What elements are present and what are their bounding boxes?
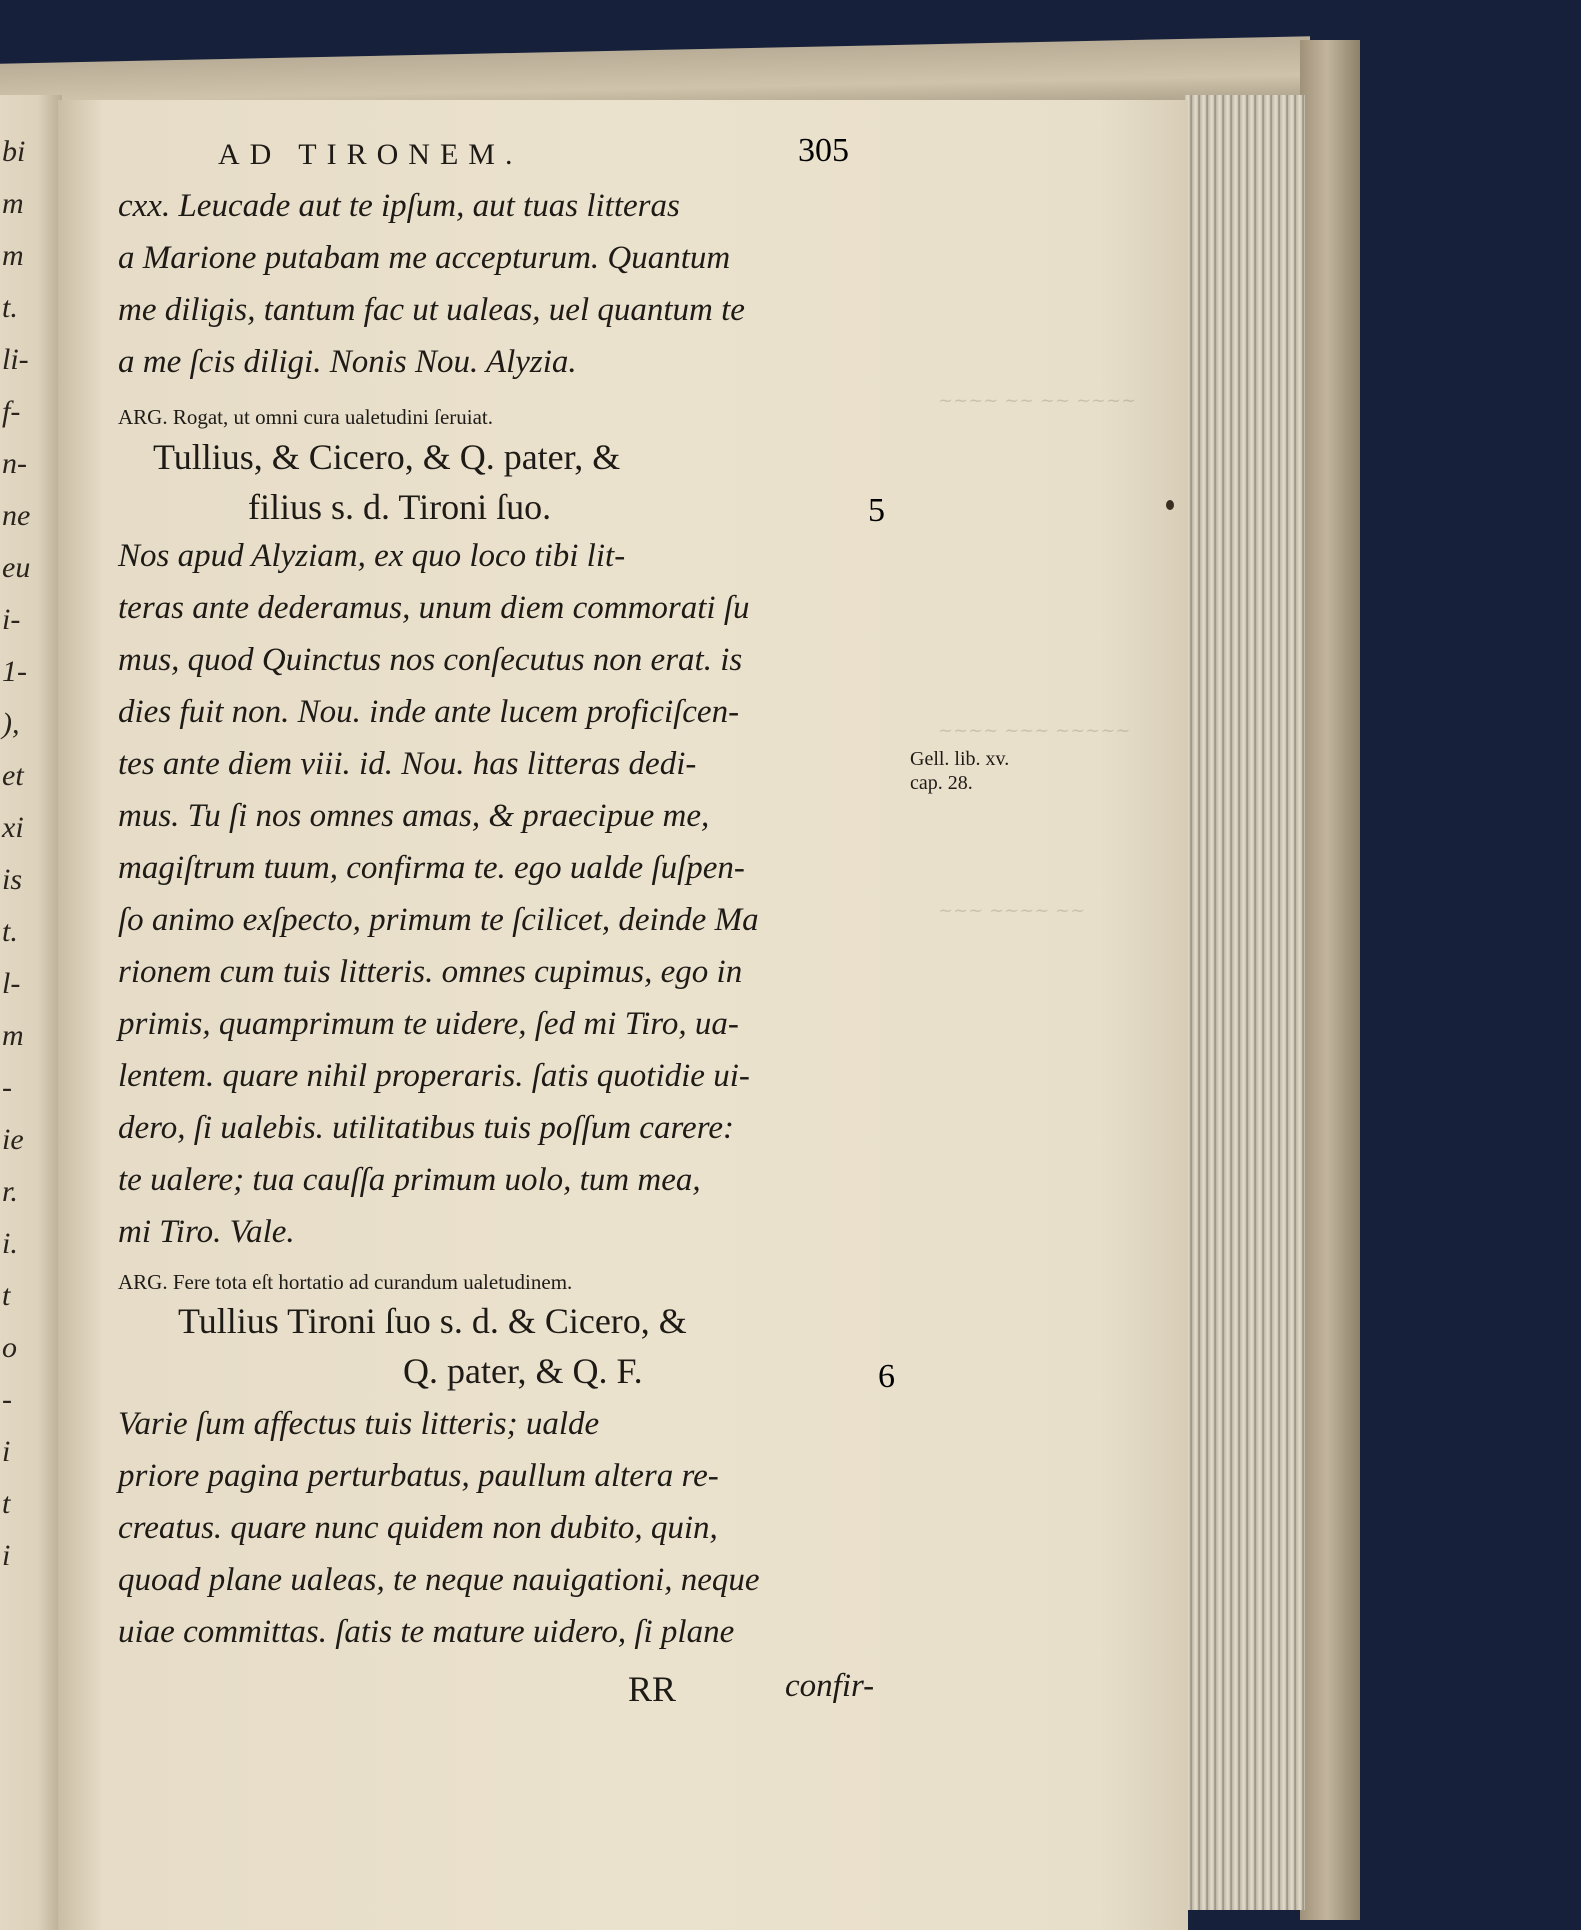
signature-mark: RR	[628, 1669, 677, 1709]
marginal-note-line: cap. 28.	[910, 772, 973, 794]
bleed-through-text: ~~~~ ~~ ~~ ~~~~	[938, 390, 1137, 411]
facing-page-fragment-text: r.	[2, 1175, 18, 1208]
facing-page-fragment-text: m	[2, 187, 24, 220]
facing-page-fragment-text: 1-	[2, 655, 27, 688]
facing-page-fragment-text: xi	[2, 811, 24, 844]
facing-page-fragment-text: t.	[2, 915, 18, 948]
letter-number: 6	[878, 1358, 895, 1395]
argument-line: ARG. Rogat, ut omni cura ualetudini ſeruiat.	[118, 405, 494, 429]
page-fore-edge	[1185, 95, 1305, 1910]
facing-page-fragment-text: eu	[2, 551, 31, 584]
text-line: quoad plane ualeas, te neque nauigationi, neque	[118, 1562, 760, 1598]
book-cover-right-edge	[1300, 40, 1360, 1920]
salutation-line: Tullius, & Cicero, & Q. pater, &	[153, 437, 621, 477]
facing-page-fragment-text: ),	[2, 707, 20, 740]
text-line: teras ante dederamus, unum diem commorati ſu	[118, 590, 750, 626]
facing-page-fragment-text: t	[2, 1487, 11, 1520]
text-line: dero, ſi ualebis. utilitatibus tuis poſſum carere:	[118, 1110, 734, 1146]
facing-page-fragment-text: bi	[2, 135, 26, 168]
text-line: ſo animo exſpecto, primum te ſcilicet, deinde Ma	[118, 902, 759, 938]
text-line: te ualere; tua cauſſa primum uolo, tum mea,	[118, 1162, 701, 1198]
salutation-line: Tullius Tironi ſuo s. d. & Cicero, &	[178, 1301, 687, 1341]
facing-page-fragment	[0, 95, 62, 1930]
text-line: lentem. quare nihil properaris. ſatis quotidie ui-	[118, 1058, 750, 1094]
text-line: magiſtrum tuum, confirma te. ego ualde ſuſpen-	[118, 850, 745, 886]
text-line: priore pagina perturbatus, paullum altera re-	[118, 1458, 719, 1494]
text-line: a Marione putabam me accepturum. Quantum	[118, 240, 731, 276]
argument-line: ARG. Fere tota eſt hortatio ad curandum ualetudinem.	[118, 1270, 573, 1294]
facing-page-fragment-text: i.	[2, 1227, 18, 1260]
ink-spot	[1166, 500, 1174, 510]
text-line: mi Tiro. Vale.	[118, 1214, 295, 1250]
facing-page-fragment-text: et	[2, 759, 24, 792]
facing-page-fragment-text: f-	[2, 395, 21, 428]
text-line: mus, quod Quinctus nos conſecutus non erat. is	[118, 642, 743, 678]
facing-page-fragment-text: t	[2, 1279, 11, 1312]
letter-number: 5	[868, 492, 885, 529]
catchword: confir-	[785, 1668, 875, 1704]
text-line: Nos apud Alyziam, ex quo loco tibi lit-	[118, 538, 626, 574]
facing-page-fragment-text: l-	[2, 967, 21, 1000]
text-line: Varie ſum affectus tuis litteris; ualde	[118, 1406, 600, 1442]
facing-page-fragment-text: i	[2, 1435, 11, 1468]
facing-page-fragment-text: -	[2, 1383, 12, 1416]
facing-page-fragment-text: m	[2, 1019, 24, 1052]
salutation-line: filius s. d. Tironi ſuo.	[248, 487, 552, 527]
facing-page-fragment-text: o	[2, 1331, 17, 1364]
facing-page-fragment-text: ie	[2, 1123, 24, 1156]
facing-page-fragment-text: m	[2, 239, 24, 272]
text-line: primis, quamprimum te uidere, ſed mi Tiro, ua-	[118, 1006, 739, 1042]
text-line: cxx. Leucade aut te ipſum, aut tuas litteras	[118, 188, 680, 224]
book-page	[58, 100, 1188, 1930]
page-number: 305	[798, 132, 849, 169]
bleed-through-text: ~~~~ ~~~ ~~~~~	[938, 720, 1131, 741]
facing-page-fragment-text: -	[2, 1071, 12, 1104]
facing-page-fragment-text: i	[2, 1539, 11, 1572]
text-line: tes ante diem viii. id. Nou. has litteras dedi-	[118, 746, 697, 782]
facing-page-fragment-text: t.	[2, 291, 18, 324]
text-line: creatus. quare nunc quidem non dubito, quin,	[118, 1510, 718, 1546]
facing-page-fragment-text: li-	[2, 343, 29, 376]
text-line: dies fuit non. Nou. inde ante lucem proficiſcen-	[118, 694, 740, 730]
salutation-line: Q. pater, & Q. F.	[403, 1351, 643, 1391]
text-line: uiae committas. ſatis te mature uidero, ſi plane	[118, 1614, 735, 1650]
facing-page-fragment-text: n-	[2, 447, 27, 480]
marginal-note-line: Gell. lib. xv.	[910, 748, 1010, 770]
text-line: rionem cum tuis litteris. omnes cupimus, ego in	[118, 954, 743, 990]
facing-page-fragment-text: is	[2, 863, 23, 896]
text-line: a me ſcis diligi. Nonis Nou. Alyzia.	[118, 344, 577, 380]
facing-page-fragment-text: ne	[2, 499, 31, 532]
text-line: mus. Tu ſi nos omnes amas, & praecipue me,	[118, 798, 710, 834]
text-line: me diligis, tantum fac ut ualeas, uel quantum te	[118, 292, 745, 328]
running-head: AD TIRONEM.	[218, 138, 523, 171]
bleed-through-text: ~~~ ~~~~ ~~	[938, 900, 1086, 921]
facing-page-fragment-text: i-	[2, 603, 21, 636]
